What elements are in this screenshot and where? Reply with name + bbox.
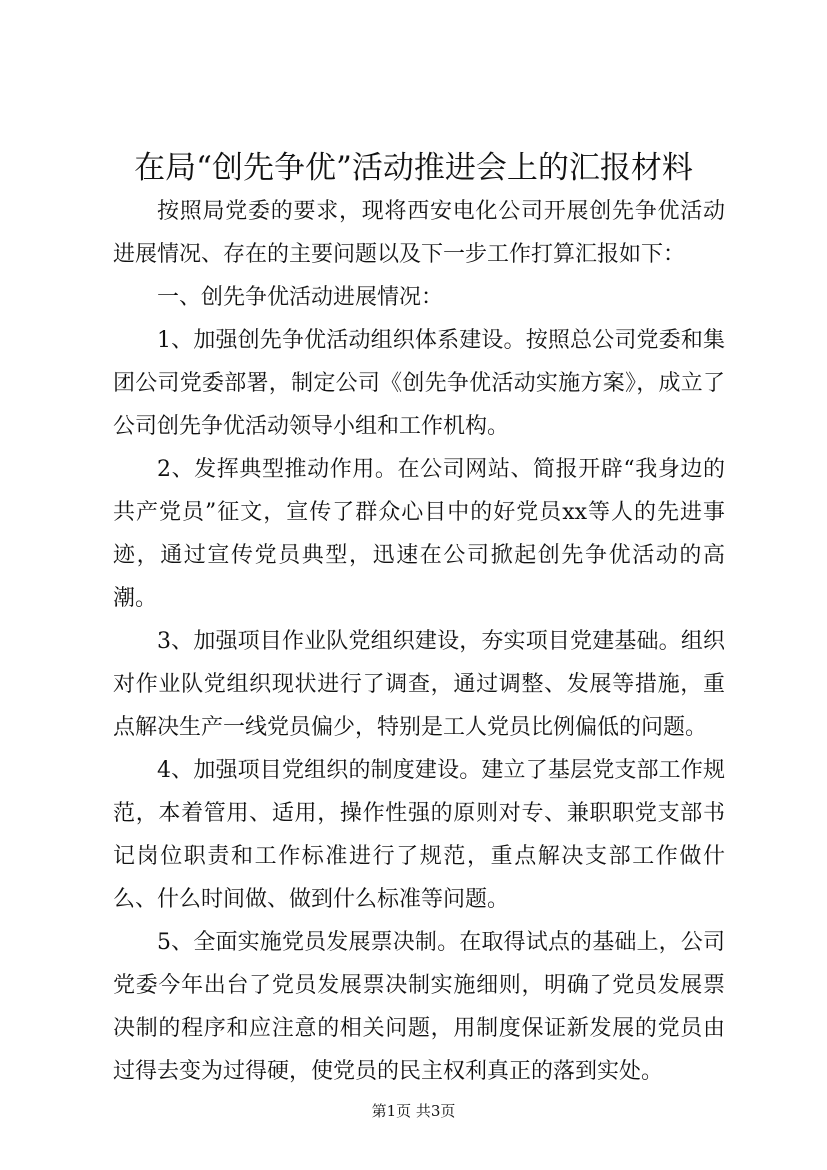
- document-body: [113, 190, 725, 1093]
- section-heading-progress: 一、创先争优活动进展情况：: [157, 285, 444, 310]
- page-number-footer: 第1页 共3页: [371, 1102, 456, 1120]
- paragraph-intro: 按照局党委的要求，现将西安电化公司开展创先争优活动进展情况、存在的主要问题以及下一步工作打算汇报如下：: [113, 199, 725, 267]
- paragraph-item-1: 1、加强创先争优活动组织体系建设。按照总公司党委和集团公司党委部署，制定公司《创先争优活动实施方案》，成立了公司创先争优活动领导小组和工作机构。: [113, 328, 725, 439]
- paragraph-item-3: 3、加强项目作业队党组织建设，夯实项目党建基础。组织对作业队党组织现状进行了调查，通过调整、发展等措施，重点解决生产一线党员偏少，特别是工人党员比例偏低的问题。: [113, 629, 725, 740]
- document-title: 在局“创先争优”活动推进会上的汇报材料: [134, 150, 693, 186]
- paragraph-item-5: 5、全面实施党员发展票决制。在取得试点的基础上，公司党委今年出台了党员发展票决制实施细则，明确了党员发展票决制的程序和应注意的相关问题，用制度保证新发展的党员由过得去变为过得硬，使党员的民主权利真正的落到实处。: [113, 930, 725, 1084]
- paragraph-item-2: 2、发挥典型推动作用。在公司网站、简报开辟“我身边的共产党员”征文，宣传了群众心目中的好党员xx等人的先进事迹，通过宣传党员典型，迅速在公司掀起创先争优活动的高潮。: [113, 457, 725, 611]
- paragraph-item-4: 4、加强项目党组织的制度建设。建立了基层党支部工作规范，本着管用、适用，操作性强的原则对专、兼职职党支部书记岗位职责和工作标准进行了规范，重点解决支部工作做什么、什么时间做、做到什么标准等问题。: [113, 758, 725, 912]
